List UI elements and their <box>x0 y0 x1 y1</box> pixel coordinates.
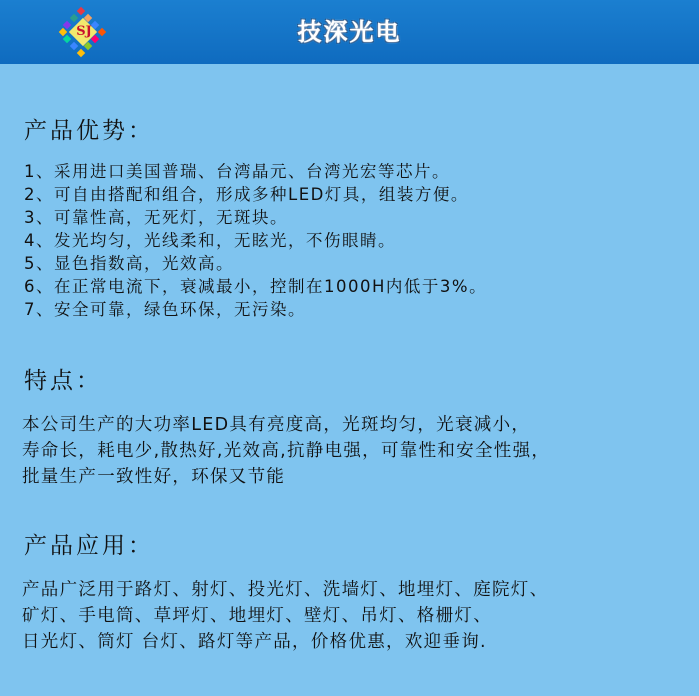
list-item: 6、在正常电流下，衰减最小，控制在1000H内低于3%。 <box>24 277 488 296</box>
list-item: 4、发光均匀，光线柔和，无眩光，不伤眼睛。 <box>24 231 396 250</box>
applications-line: 产品广泛用于路灯、射灯、投光灯、洗墙灯、地埋灯、庭院灯、 <box>22 580 549 600</box>
header-bar <box>0 0 699 64</box>
features-line: 批量生产一致性好，环保又节能 <box>22 467 286 487</box>
applications-line: 日光灯、筒灯 台灯、路灯等产品，价格优惠，欢迎垂询. <box>22 632 487 652</box>
applications-title: 产品应用： <box>24 533 154 559</box>
applications-text <box>22 577 548 655</box>
advantages-list <box>24 160 487 321</box>
list-item: 2、可自由搭配和组合，形成多种LED灯具，组装方便。 <box>24 185 469 204</box>
list-item: 5、显色指数高，光效高。 <box>24 254 234 273</box>
features-line: 本公司生产的大功率LED具有亮度高，光斑均匀，光衰减小， <box>22 415 531 435</box>
list-item: 7、安全可靠，绿色环保，无污染。 <box>24 300 306 319</box>
advantages-title: 产品优势： <box>24 118 154 144</box>
logo-text: SJ <box>76 24 92 39</box>
brand-title: 技深光电 <box>297 18 402 46</box>
features-title: 特点： <box>24 368 102 394</box>
applications-line: 矿灯、手电筒、草坪灯、地埋灯、壁灯、吊灯、格栅灯、 <box>22 606 492 626</box>
list-item: 3、可靠性高，无死灯，无斑块。 <box>24 208 288 227</box>
list-item: 1、采用进口美国普瑞、台湾晶元、台湾光宏等芯片。 <box>24 162 450 181</box>
features-line: 寿命长，耗电少,散热好,光效高,抗静电强，可靠性和安全性强， <box>22 441 551 461</box>
features-text <box>22 412 550 490</box>
